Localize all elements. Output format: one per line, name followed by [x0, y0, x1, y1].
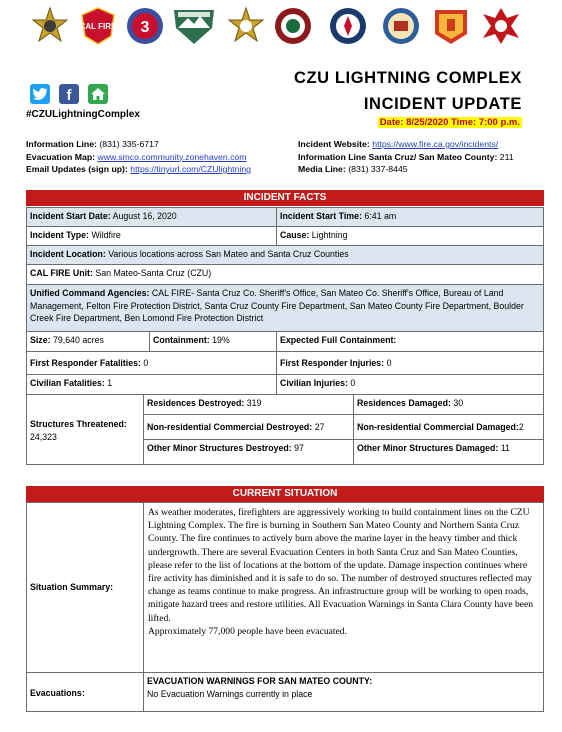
incident-website-label: Incident Website: — [298, 139, 370, 149]
fire-department-seal-icon — [328, 6, 368, 46]
minor-damaged-value: 11 — [500, 443, 510, 453]
nonres-destroyed-value: 27 — [314, 422, 325, 432]
county-fire-3-badge-icon — [125, 6, 165, 46]
threatened-label: Structures Threatened: — [30, 419, 127, 429]
civ-fatalities-value: 1 — [107, 378, 113, 388]
minor-damaged-label: Other Minor Structures Damaged: — [357, 443, 499, 453]
cause-value: Lightning — [311, 230, 348, 240]
threatened-value: 24,323 — [30, 431, 57, 442]
time-value: 7:00 p.m. — [478, 117, 520, 128]
evac-warnings-text: No Evacuation Warnings currently in place — [147, 688, 313, 699]
minor-destroyed-cell — [143, 439, 354, 465]
sheriff-star-badge-icon — [30, 6, 70, 46]
start-time-label: Incident Start Time: — [280, 211, 362, 221]
expected-containment-label: Expected Full Containment: — [280, 335, 397, 345]
date-time-line — [378, 117, 522, 128]
nonres-damaged-label: Non-residential Commercial Damaged: — [357, 422, 519, 432]
unit-label: CAL FIRE Unit: — [30, 268, 93, 278]
agencies-value: CAL FIRE- Santa Cruz Co. Sheriff's Office, San Mateo Co. Sheriff's Office, Bureau of Land Management, Felton Fire Protection District, Santa Cruz County Fire Department, San Mateo County Fire Department, Boulder Creek Fire Department, Ben Lomond Fire Protection District — [30, 288, 524, 323]
felton-fire-seal-icon — [273, 6, 313, 46]
fr-fatalities-value: 0 — [143, 358, 149, 368]
fire-protection-district-seal-icon — [381, 6, 421, 46]
nonres-destroyed-label: Non-residential Commercial Destroyed: — [147, 422, 313, 432]
contact-info-right — [298, 138, 514, 176]
residences-damaged-cell — [353, 394, 544, 415]
evac-warnings-heading: EVACUATION WARNINGS FOR SAN MATEO COUNTY: — [147, 676, 373, 686]
incident-facts-heading: INCIDENT FACTS — [26, 190, 544, 206]
res-damaged-value: 30 — [453, 398, 464, 408]
size-cell — [26, 331, 150, 352]
situation-summary-text-cell — [143, 502, 544, 673]
svg-text:3: 3 — [140, 19, 150, 36]
civ-injuries-label: Civilian Injuries: — [280, 378, 348, 388]
contact-info-left — [26, 138, 251, 176]
evacuated-text: Approximately 77,000 people have been evacuated. — [148, 625, 347, 637]
evacuations-text-cell — [143, 672, 544, 712]
info-line-county-value: 211 — [499, 151, 514, 162]
minor-destroyed-value: 97 — [294, 443, 304, 453]
social-links — [30, 84, 108, 104]
email-updates-link[interactable]: https://tinyurl.com/CZUlightning — [130, 164, 251, 174]
page-title: CZU LIGHTNING COMPLEX — [293, 69, 522, 87]
page-subtitle: INCIDENT UPDATE — [363, 95, 522, 113]
structures-threatened-cell — [26, 394, 144, 465]
svg-text:CAL FIRE: CAL FIRE — [79, 22, 117, 31]
incident-type-cell — [26, 226, 277, 246]
containment-label: Containment: — [153, 335, 210, 345]
start-time-value: 6:41 am — [364, 211, 397, 221]
cal-fire-icon — [78, 6, 118, 46]
nonres-damaged-cell — [353, 414, 544, 440]
cal-fire-unit-cell — [26, 264, 544, 285]
civilian-injuries-cell — [276, 374, 544, 395]
info-line-value: (831) 335-6717 — [99, 139, 159, 149]
civ-fatalities-label: Civilian Fatalities: — [30, 378, 105, 388]
minor-damaged-cell — [353, 439, 544, 465]
containment-cell — [149, 331, 277, 352]
unit-value: San Mateo-Santa Cruz (CZU) — [95, 268, 212, 278]
info-line-label: Information Line: — [26, 139, 97, 149]
civilian-fatalities-cell — [26, 374, 277, 395]
type-value: Wildfire — [91, 230, 121, 240]
fr-injuries-value: 0 — [386, 358, 392, 368]
fr-fatalities-cell — [26, 351, 277, 375]
civ-injuries-value: 0 — [350, 378, 356, 388]
fr-fatalities-label: First Responder Fatalities: — [30, 358, 141, 368]
fire-maltese-cross-icon — [481, 6, 521, 46]
forest-service-shield-icon — [172, 6, 212, 46]
nonres-damaged-value: 2 — [518, 422, 524, 432]
incident-location-cell — [26, 245, 544, 265]
incident-start-time-cell — [276, 207, 544, 227]
size-value: 79,640 acres — [53, 335, 104, 345]
home-icon[interactable] — [88, 84, 108, 104]
date-label: Date: — [379, 117, 404, 128]
res-damaged-label: Residences Damaged: — [357, 398, 451, 408]
nonres-destroyed-cell — [143, 414, 354, 440]
residences-destroyed-cell — [143, 394, 354, 415]
cause-label: Cause: — [280, 230, 310, 240]
summary-text: As weather moderates, firefighters are aggressively working to build containment lines on the CZU Lightning Complex. The fire is burning in Southern San Mateo County and Northern Santa Cruz County. The fire continues to actively burn above the marine layer in the heavy timber and thick undergrowth. There are several Evacuation Centers in both Santa Cruz and San Mateo Counties, please refer to the list of locations at the bottom of the update. Damage inspection continues where fire activity has diminished and it is safe to do so. The number of destroyed structures reflected may change as teams continue to make progress. An infrastructure group will be working to open roads, mitigate hazard trees and restore utilities. All Evacuation Warnings in Santa Clara County have been lifted. — [148, 507, 534, 624]
evac-map-link[interactable]: www.smco.community.zonehaven.com — [97, 151, 247, 162]
ben-lomond-fire-patch-icon — [431, 6, 471, 46]
facebook-icon[interactable]: f — [59, 84, 79, 104]
evac-map-label: Evacuation Map: — [26, 151, 96, 162]
type-label: Incident Type: — [30, 230, 89, 240]
media-line-label: Media Line: — [298, 164, 346, 174]
location-label: Incident Location: — [30, 249, 106, 259]
res-destroyed-label: Residences Destroyed: — [147, 398, 245, 408]
cause-cell — [276, 226, 544, 246]
twitter-icon[interactable] — [30, 84, 50, 104]
media-line-value: (831) 337-8445 — [348, 164, 408, 174]
location-value: Various locations across San Mateo and Santa Cruz Counties — [108, 249, 349, 259]
incident-website-link[interactable]: https://www.fire.ca.gov/incidents/ — [372, 139, 499, 149]
res-destroyed-value: 319 — [246, 398, 262, 408]
fr-injuries-label: First Responder Injuries: — [280, 358, 385, 368]
evacuations-label: Evacuations: — [30, 688, 85, 698]
fr-injuries-cell — [276, 351, 544, 375]
agencies-label: Unified Command Agencies: — [30, 288, 150, 298]
size-label: Size: — [30, 335, 51, 345]
hashtag: #CZULightningComplex — [26, 109, 140, 120]
agency-logo-row — [0, 0, 562, 62]
start-date-value: August 16, 2020 — [112, 211, 177, 221]
start-date-label: Incident Start Date: — [30, 211, 111, 221]
containment-value: 19% — [212, 335, 230, 345]
incident-start-date-cell — [26, 207, 277, 227]
current-situation-heading: CURRENT SITUATION — [26, 486, 544, 502]
evacuations-label-cell — [26, 672, 144, 712]
date-value: 8/25/2020 — [406, 117, 449, 128]
situation-summary-label-cell — [26, 502, 144, 673]
email-updates-label: Email Updates (sign up): — [26, 164, 128, 174]
minor-destroyed-label: Other Minor Structures Destroyed: — [147, 443, 292, 453]
sheriff-star-badge-2-icon — [226, 6, 266, 46]
unified-command-cell — [26, 284, 544, 332]
expected-containment-cell — [276, 331, 544, 352]
summary-label: Situation Summary: — [30, 582, 114, 592]
info-line-county-label: Information Line Santa Cruz/ San Mateo County: — [298, 151, 498, 162]
time-label: Time: — [451, 117, 477, 128]
